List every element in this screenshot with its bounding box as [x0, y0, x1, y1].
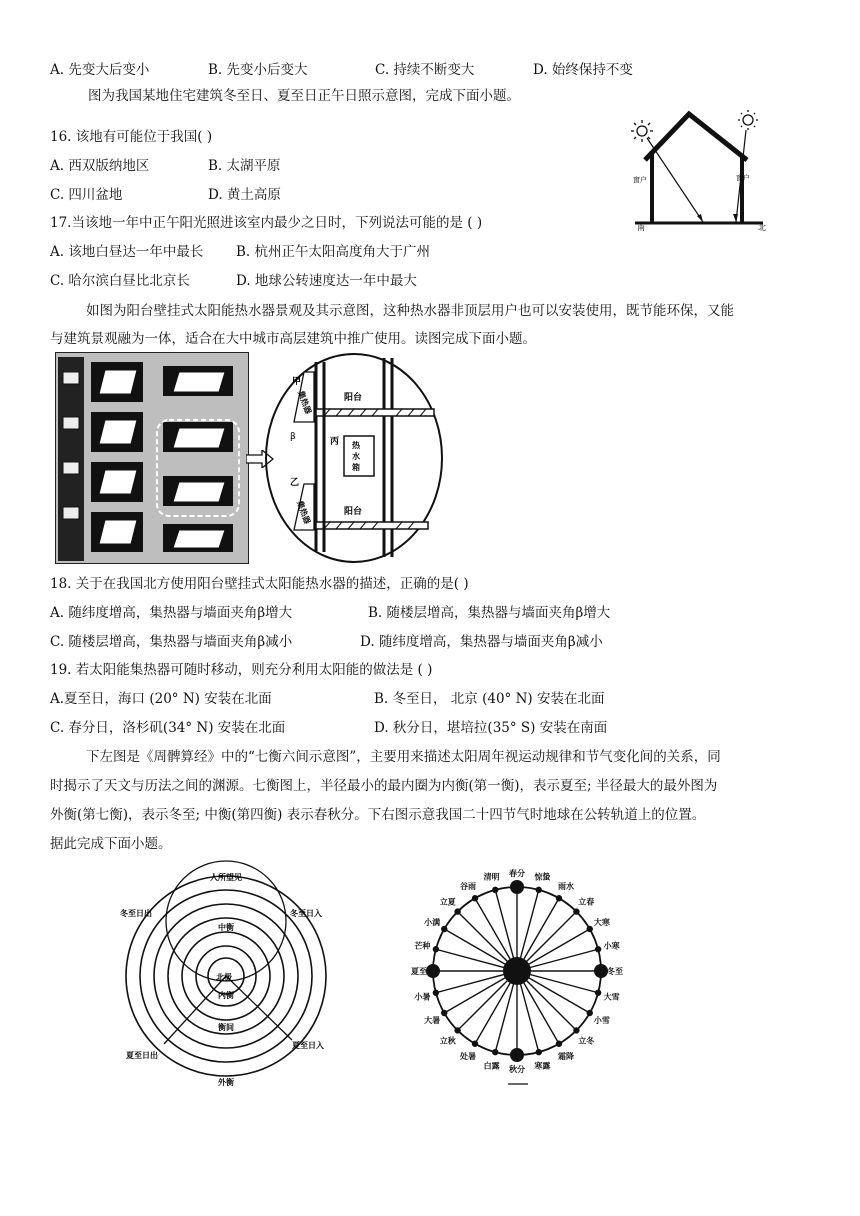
- solar-term-label: 清明: [483, 872, 500, 882]
- q15-option-d: D. 始终保持不变: [533, 62, 633, 78]
- intro-heater-line1: 如图为阳台壁挂式太阳能热水器景观及其示意图，这种热水器非顶层用户也可以安装使用，既节能环保，又能: [86, 303, 734, 319]
- earth-position-major: [426, 964, 440, 978]
- earth-position: [556, 1041, 562, 1047]
- earth-position: [595, 946, 601, 952]
- earth-position: [433, 946, 439, 952]
- sun-icon-left: [631, 120, 653, 142]
- q19-option-b: B. 冬至日， 北京 (40° N) 安装在北面: [374, 691, 605, 707]
- tank-char-2: 水: [352, 452, 360, 461]
- q17-option-c: C. 哈尔滨白昼比北京长: [50, 273, 190, 289]
- q17-option-d: D. 地球公转速度达一年中最大: [236, 273, 417, 289]
- window-label-left: 窗户: [633, 176, 647, 184]
- north-label: 北: [758, 223, 766, 232]
- house-figure: [625, 108, 775, 234]
- solar-term-label: 小寒: [603, 941, 620, 951]
- label-yi: 乙: [290, 478, 300, 488]
- tank-char-3: 箱: [352, 463, 360, 472]
- earth-position: [472, 895, 478, 901]
- earth-position: [536, 1049, 542, 1055]
- solar-term-label: 霜降: [558, 1051, 574, 1061]
- solar-term-label: 立秋: [439, 1036, 456, 1046]
- q16-option-c: C. 四川盆地: [50, 187, 123, 203]
- solar-term-label: 芒种: [414, 941, 431, 951]
- earth-position: [472, 1041, 478, 1047]
- intro-heng-line3: 外衡(第七衡)，表示冬至; 中衡(第四衡) 表示春秋分。下右图示意我国二十四节气时地球在公转轨道上的位置。: [50, 807, 706, 823]
- label-summer-rise: 夏至日出: [126, 1051, 158, 1060]
- earth-position: [556, 895, 562, 901]
- label-bing: 丙: [330, 437, 340, 447]
- earth-position: [573, 908, 579, 914]
- q19-option-c: C. 春分日，洛杉矶(34° N) 安装在北面: [50, 720, 286, 736]
- balcony-label-top: 阳台: [344, 393, 363, 403]
- collector-label-top: 集热器: [296, 389, 313, 416]
- label-winter-rise: 冬至日出: [120, 909, 152, 918]
- solar-term-label: 雨水: [558, 882, 574, 892]
- label-jia: 甲: [292, 377, 302, 387]
- q15-option-b: B. 先变小后变大: [208, 62, 308, 78]
- heater-schematic: [264, 352, 444, 564]
- label-neiheng: 内衡: [218, 991, 234, 1000]
- earth-position: [441, 1010, 447, 1016]
- label-waiheng: 外衡: [218, 1078, 234, 1087]
- solar-term-label: 大暑: [424, 1016, 441, 1025]
- intro-house: 图为我国某地住宅建筑冬至日、夏至日正午日照示意图，完成下面小题。: [88, 88, 520, 104]
- label-winter-set: 冬至日入: [290, 909, 322, 918]
- earth-position-major: [510, 1048, 524, 1062]
- collector-label-bottom: 集热器: [295, 499, 312, 526]
- q17-stem: 17.当该地一年中正午阳光照进该室内最少之日时，下列说法可能的是 ( ): [50, 215, 483, 231]
- solar-term-label: 谷雨: [460, 882, 476, 892]
- q19-option-a: A.夏至日，海口 (20° N) 安装在北面: [50, 691, 272, 707]
- building-photo: [55, 352, 249, 564]
- q18-option-c: C. 随楼层增高，集热器与墙面夹角β减小: [50, 634, 293, 650]
- solar-term-label: 惊蛰: [534, 872, 551, 882]
- earth-position: [573, 1027, 579, 1033]
- solar-terms-figure: [410, 858, 640, 1090]
- solar-term-label: 寒露: [534, 1061, 551, 1071]
- earth-position: [441, 926, 447, 932]
- q19-stem: 19. 若太阳能集热器可随时移动，则充分利用太阳能的做法是 ( ): [50, 662, 433, 678]
- solar-term-label: 小满: [424, 918, 441, 927]
- earth-position: [587, 1010, 593, 1016]
- intro-heng-line2: 时揭示了天文与历法之间的渊源。七衡图上，半径最小的最内圈为内衡(第一衡)，表示夏至; 半径最大的最外图为: [50, 778, 718, 794]
- solar-term-label: 立冬: [578, 1036, 595, 1046]
- solar-term-label: 小雪: [593, 1016, 610, 1025]
- q15-option-c: C. 持续不断变大: [375, 62, 475, 78]
- q18-option-d: D. 随纬度增高，集热器与墙面夹角β减小: [360, 634, 603, 650]
- label-summer-set: 夏至日入: [292, 1041, 324, 1050]
- q16-option-a: A. 西双版纳地区: [50, 158, 150, 174]
- tank-char-1: 热: [352, 441, 360, 450]
- earth-position: [492, 887, 498, 893]
- seven-heng-figure: [120, 858, 370, 1088]
- q15-option-a: A. 先变大后变小: [50, 62, 150, 78]
- solar-term-label: 夏至: [411, 967, 427, 976]
- earth-position: [454, 908, 460, 914]
- label-zhongheng: 中衡: [218, 923, 234, 932]
- south-label: 南: [637, 223, 645, 232]
- earth-position-major: [594, 964, 608, 978]
- q18-option-b: B. 随楼层增高，集热器与墙面夹角β增大: [368, 605, 611, 621]
- solar-term-label: 秋分: [509, 1065, 525, 1074]
- q16-stem: 16. 该地有可能位于我国( ): [50, 129, 213, 145]
- solar-term-label: 小暑: [414, 992, 431, 1002]
- window-label-right: 窗户: [736, 174, 750, 182]
- earth-position: [587, 926, 593, 932]
- intro-heater-line2: 与建筑景观融为一体，适合在大中城市高层建筑中推广使用。读图完成下面小题。: [50, 331, 536, 347]
- solar-term-label: 大寒: [593, 918, 610, 927]
- q17-option-a: A. 该地白昼达一年中最长: [50, 244, 204, 260]
- sun-icon-right: [738, 110, 758, 130]
- label-beta: β: [290, 432, 296, 442]
- earth-position: [536, 887, 542, 893]
- label-mid2: 衡间: [218, 1023, 234, 1032]
- earth-position: [454, 1027, 460, 1033]
- earth-position: [492, 1049, 498, 1055]
- q18-stem: 18. 关于在我国北方使用阳台壁挂式太阳能热水器的描述，正确的是( ): [50, 576, 469, 592]
- q16-option-b: B. 太湖平原: [208, 158, 281, 174]
- earth-position: [595, 990, 601, 996]
- solar-term-label: 立春: [578, 897, 595, 907]
- q18-option-a: A. 随纬度增高，集热器与墙面夹角β增大: [50, 605, 293, 621]
- earth-position-major: [510, 880, 524, 894]
- q16-option-d: D. 黄土高原: [208, 187, 281, 203]
- balcony-label-bottom: 阳台: [344, 507, 363, 517]
- solar-term-label: 大雪: [603, 992, 620, 1002]
- solar-term-label: 冬至: [607, 967, 623, 976]
- intro-heng-line1: 下左图是《周髀算经》中的“七衡六间示意图”，主要用来描述太阳周年视运动规律和节气变化间的关系，同: [86, 749, 721, 765]
- solar-term-label: 处暑: [460, 1051, 476, 1061]
- q17-option-b: B. 杭州正午太阳高度角大于广州: [236, 244, 431, 260]
- q19-option-d: D. 秋分日，堪培拉(35° S) 安装在南面: [374, 720, 608, 736]
- earth-position: [433, 990, 439, 996]
- solar-term-label: 白露: [483, 1061, 500, 1071]
- label-center: 北极: [216, 973, 232, 982]
- solar-term-label: 立夏: [439, 897, 456, 907]
- solar-term-label: 春分: [509, 869, 525, 878]
- label-top: 人所望见: [210, 873, 242, 882]
- intro-heng-line4: 据此完成下面小题。: [50, 836, 172, 852]
